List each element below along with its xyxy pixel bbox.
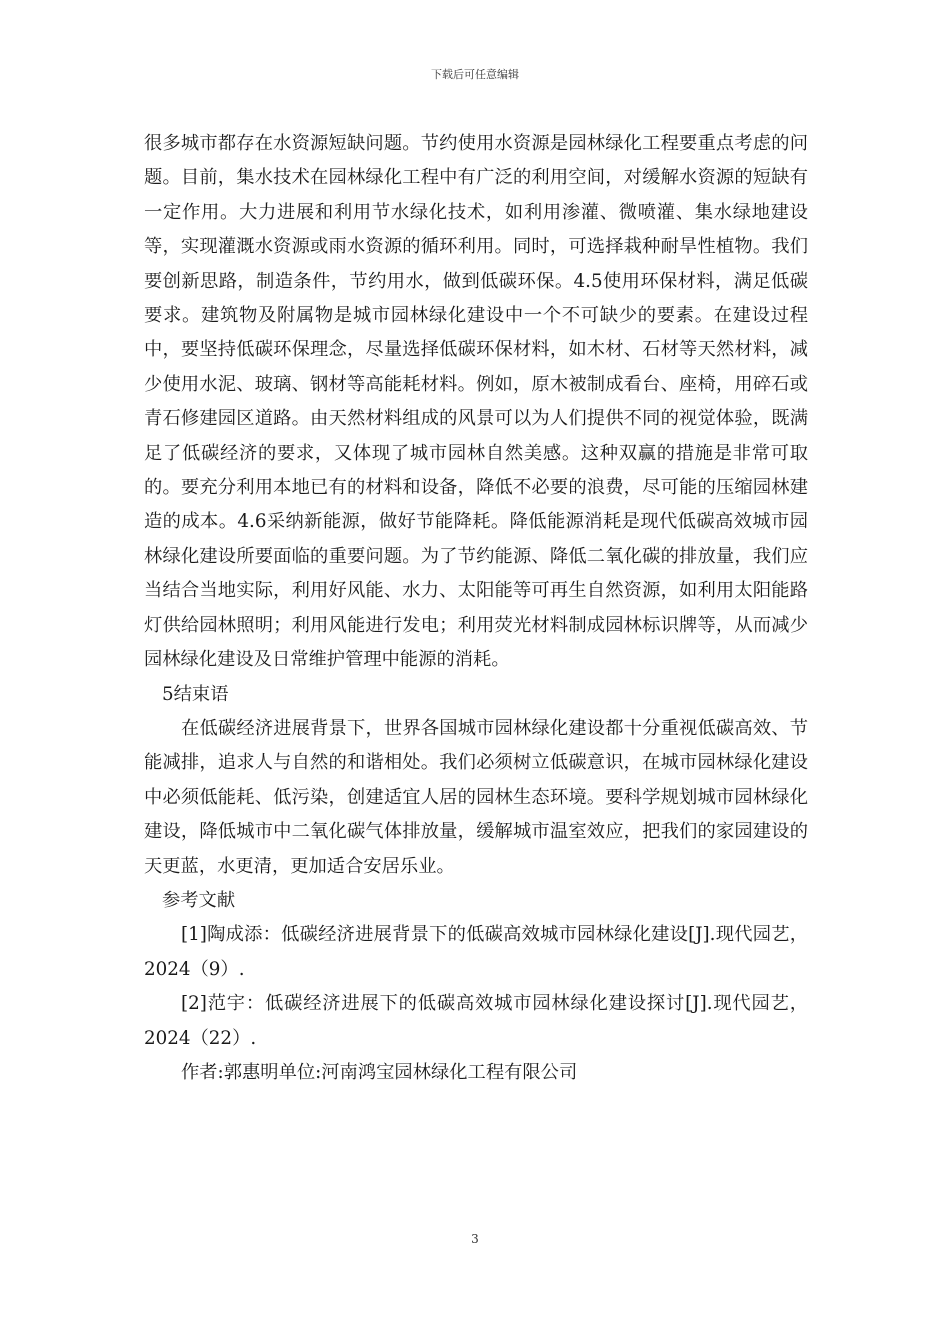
reference-item-2: [2]范宇：低碳经济进展下的低碳高效城市园林绿化建设探讨[J].现代园艺，2024（22）. [144,993,808,1049]
page-number: 3 [471,1232,479,1246]
page-header: 下载后可任意编辑 [431,68,519,81]
body-paragraph-1: 很多城市都存在水资源短缺问题。节约使用水资源是园林绿化工程要重点考虑的问题。目前，集水技术在园林绿化工程中有广泛的利用空间，对缓解水资源的短缺有一定作用。大力进展和利用节水绿化技术，如利用渗灌、微喷灌、集水绿地建设等，实现灌溉水资源或雨水资源的循环利用。同时，可选择栽种耐旱性植物。我们要创新思路，制造条件，节约用水，做到低碳环保。4.5使用环保材料，满足低碳要求。建筑物及附属物是城市园林绿化建设中一个不可缺少的要素。在建设过程中，要坚持低碳环保理念，尽量选择低碳环保材料，如木材、石材等天然材料，减少使用水泥、玻璃、钢材等高能耗材料。例如，原木被制成看台、座椅，用碎石或青石修建园区道路。由天然材料组成的风景可以为人们提供不同的视觉体验，既满足了低碳经济的要求，又体现了城市园林自然美感。这种双赢的措施是非常可取的。要充分利用本地已有的材料和设备，降低不必要的浪费，尽可能的压缩园林建造的成本。4.6采纳新能源，做好节能降耗。降低能源消耗是现代低碳高效城市园林绿化建设所要面临的重要问题。为了节约能源、降低二氧化碳的排放量，我们应当结合当地实际，利用好风能、水力、太阳能等可再生自然资源，如利用太阳能路灯供给园林照明；利用风能进行发电；利用荧光材料制成园林标识牌等，从而减少园林绿化建设及日常维护管理中能源的消耗。 [144,133,808,671]
body-paragraph-2: 在低碳经济进展背景下，世界各国城市园林绿化建设都十分重视低碳高效、节能减排，追求人与自然的和谐相处。我们必须树立低碳意识，在城市园林绿化建设中必须低能耗、低污染，创建适宜人居的园林生态环境。要科学规划城市园林绿化建设，降低城市中二氧化碳气体排放量，缓解城市温室效应，把我们的家园建设的天更蓝，水更清，更加适合安居乐业。 [144,717,808,877]
document-body [144,127,808,1090]
references-heading: 参考文献 [162,889,236,911]
reference-item-1: [1]陶成添：低碳经济进展背景下的低碳高效城市园林绿化建设[J].现代园艺，2024（9）. [144,924,808,980]
author-affiliation: 作者:郭惠明单位:河南鸿宝园林绿化工程有限公司 [181,1061,578,1083]
section-heading-conclusion: 5结束语 [162,683,229,705]
